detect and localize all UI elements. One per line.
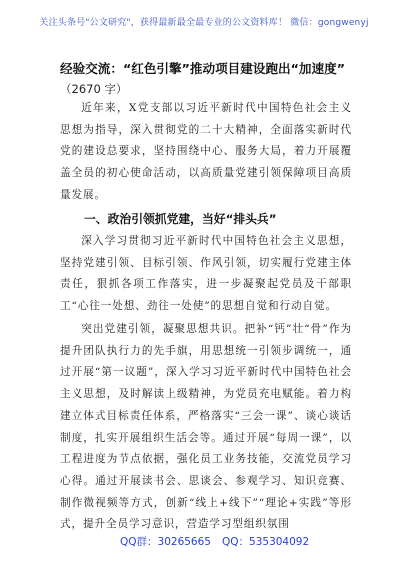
qq-group-number: QQ群：30265665 [120,536,211,548]
top-banner [0,0,408,44]
bottom-banner [0,530,408,552]
qq-number: QQ：535304092 [222,536,310,548]
section-heading: 一、政治引领抓党建，当好“排头兵” [84,212,277,226]
document-title: 经验交流：“红色引擎”推动项目建设跑出“加速度” [60,61,345,76]
body-paragraph-1: 深入学习贯彻习近平新时代中国特色社会主义思想，坚持党建引领、目标引领、作风引领，切实履行党建主体责任，狠抓各项工作落实，进一步凝聚起党员及干部职工“心往一处想、劲往一处使”的思想自觉和行动自觉。 [60,235,352,313]
body-paragraph-2: 突出党建引领，凝聚思想共识。把补“钙”壮“骨”作为提升团队执行力的先手旗，用思想统一引领步调统一，通过开展“第一议题”，深入学习习近平新时代中国特色社会主义思想，及时解读上级精神，为党员充电赋能。着力构建立体式目标责任体系，严格落实“三会一课”、谈心谈话制度，扎实开展组织生活会等。通过开展“每周一课”，以工程进度为节点依据，强化员工业务技能，交流党员学习心得。通过开展读书会、思谈会、参观学习、知识竞赛、制作微视频等方式，创新“线上+线下”“理论+实践”等形式，提升全员学习意识，营造学习型组织氛围 [60,323,352,531]
intro-paragraph: 近年来，X党支部以习近平新时代中国特色社会主义思想为指导，深入贯彻党的二十大精神，全面落实新时代党的建设总要求，坚持围绕中心、服务大局，着力开展覆盖全员的初心使命活动，以高质量党建引领保障项目高质量发展。 [60,102,352,201]
banner-text: 关注头条号"公文研究"，获得最新最全最专业的公文资料库！ 微信：gongwenyj [39,18,369,28]
word-count: （2670 字） [60,82,128,96]
